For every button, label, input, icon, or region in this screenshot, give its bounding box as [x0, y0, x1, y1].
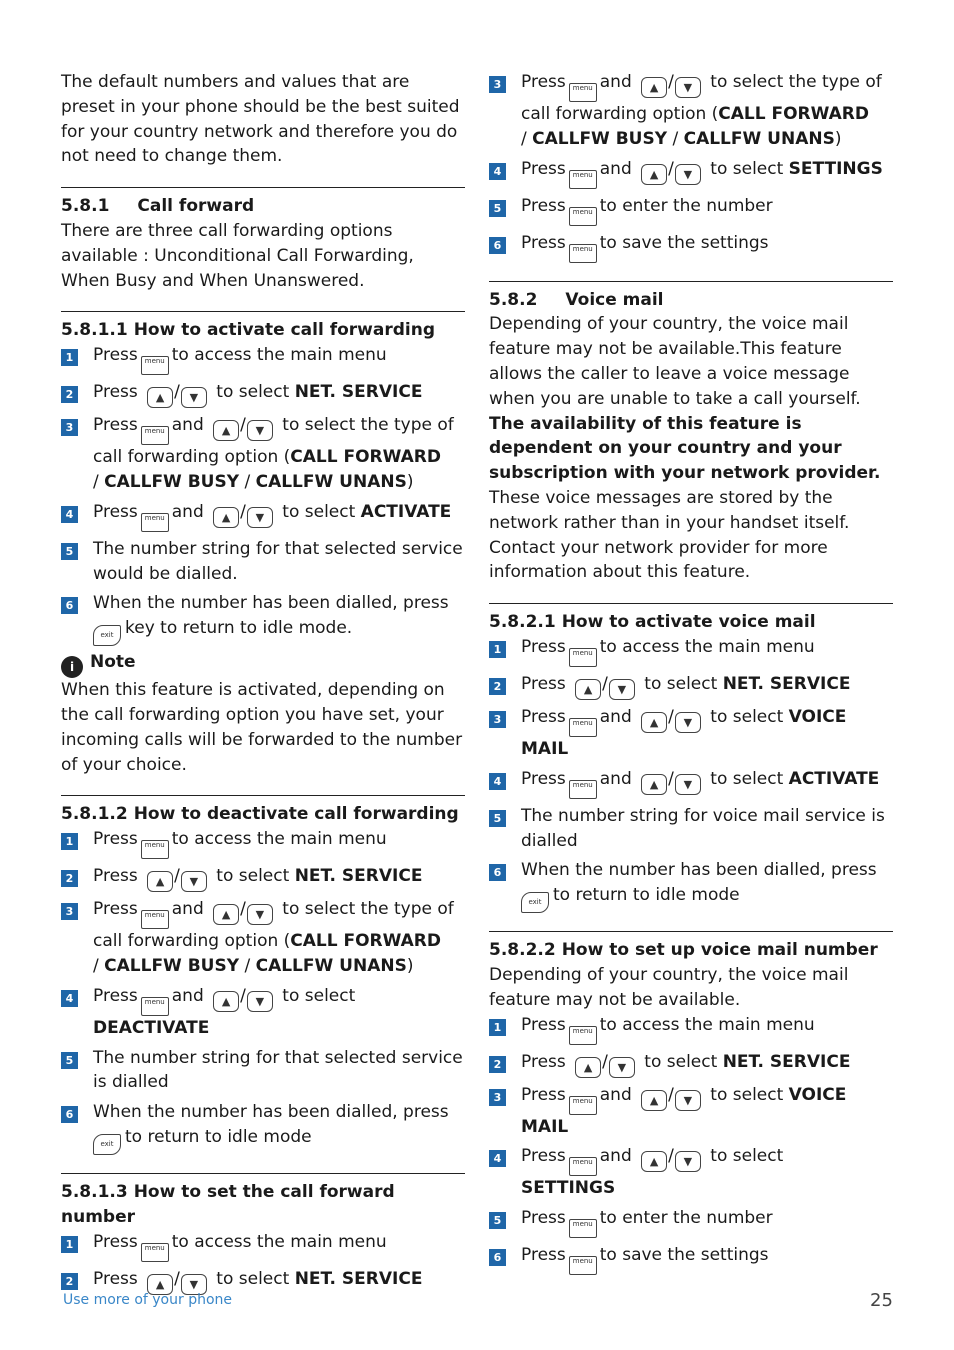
- step-text: Press: [521, 768, 566, 789]
- step-text: to select: [710, 158, 784, 179]
- section-title: How to set the call forward number: [61, 1181, 395, 1227]
- section-body: Depending of your country, the voice mail feature may not be available.: [489, 964, 849, 1010]
- step-number-badge: 5: [489, 200, 506, 217]
- section-heading: [489, 610, 893, 635]
- step-text: to return to idle mode: [125, 1126, 312, 1147]
- up-key-icon: ▲: [641, 774, 667, 795]
- step-text: to access the main menu: [599, 636, 815, 657]
- step-text: The number string for that selected service would be dialled.: [93, 538, 463, 584]
- section-heading: [489, 938, 893, 963]
- step-item: [61, 1267, 465, 1295]
- section-activate-voice-mail: [489, 603, 893, 913]
- step-number-badge: 1: [489, 641, 506, 658]
- step-number-badge: 2: [489, 678, 506, 695]
- menu-key-icon: menu: [569, 170, 597, 189]
- menu-key-icon: menu: [569, 1256, 597, 1275]
- step-text: Press: [521, 1146, 566, 1167]
- section-number: 5.8.2.2: [489, 940, 556, 961]
- step-number-badge: 3: [489, 711, 506, 728]
- step-text: When the number has been dialled, press: [93, 1102, 449, 1123]
- step-text: to save the settings: [599, 1245, 769, 1266]
- step-number-badge: 1: [489, 1019, 506, 1036]
- step-number-badge: 3: [61, 419, 78, 436]
- step-text: and: [171, 501, 204, 522]
- down-key-icon: ▼: [181, 387, 207, 408]
- step-item: [61, 591, 465, 646]
- step-item: [61, 827, 465, 859]
- step-text: to select: [216, 866, 290, 887]
- up-key-icon: ▲: [641, 1151, 667, 1172]
- note-info-icon: i: [61, 656, 83, 678]
- step-item: [61, 413, 465, 495]
- slash: /: [239, 955, 256, 976]
- slash: /: [174, 1268, 180, 1289]
- right-column: [489, 70, 893, 1275]
- step-item: [489, 804, 893, 854]
- steps-list: [489, 1013, 893, 1276]
- steps-list: [61, 343, 465, 646]
- step-text: to access the main menu: [171, 1231, 387, 1252]
- step-text: Press: [521, 1014, 566, 1035]
- step-text: The number string for voice mail service is dialled: [521, 805, 885, 851]
- step-text: The number string for that selected service is dialled: [93, 1047, 463, 1093]
- menu-key-icon: menu: [141, 513, 169, 532]
- slash: /: [668, 706, 674, 727]
- step-item: [489, 194, 893, 226]
- left-column: [61, 70, 465, 1295]
- step-text: to return to idle mode: [553, 885, 740, 906]
- step-item: [489, 1013, 893, 1045]
- step-text: to select the type of: [282, 899, 454, 920]
- menu-key-icon: menu: [141, 997, 169, 1016]
- step-number-badge: 3: [489, 76, 506, 93]
- step-item: [489, 672, 893, 700]
- step-text: to select: [644, 673, 718, 694]
- exit-key-icon: exit: [93, 1134, 121, 1155]
- step-text: Press: [521, 195, 566, 216]
- section-voice-mail: [489, 281, 893, 586]
- section-title: How to deactivate call forwarding: [133, 804, 459, 825]
- section-heading: [489, 288, 893, 313]
- slash: /: [240, 985, 246, 1006]
- section-number: 5.8.2.1: [489, 612, 556, 633]
- step-text: call forwarding option (: [93, 447, 291, 468]
- step-text: and: [171, 415, 204, 436]
- steps-list: [489, 635, 893, 913]
- down-key-icon: ▼: [675, 712, 701, 733]
- menu-option: CALLFW BUSY: [104, 955, 240, 976]
- step-text: to access the main menu: [171, 829, 387, 850]
- down-key-icon: ▼: [247, 904, 273, 925]
- down-key-icon: ▼: [675, 1151, 701, 1172]
- slash: /: [93, 955, 105, 976]
- menu-key-icon: menu: [141, 840, 169, 859]
- menu-option: SETTINGS: [788, 158, 883, 179]
- step-text: to enter the number: [599, 1208, 773, 1229]
- step-item: [61, 380, 465, 408]
- section-body: There are three call forwarding options available : Unconditional Call Forwarding, When Busy and When Unanswered.: [61, 220, 414, 291]
- step-text: When the number has been dialled, press: [93, 593, 449, 614]
- section-title: How to activate voice mail: [561, 612, 816, 633]
- step-text: and: [171, 899, 204, 920]
- step-text: Press: [521, 636, 566, 657]
- step-text: call forwarding option (: [521, 104, 719, 124]
- down-key-icon: ▼: [675, 1090, 701, 1111]
- section-number: 5.8.1.2: [61, 804, 128, 825]
- menu-key-icon: menu: [141, 1243, 169, 1262]
- step-item: [61, 864, 465, 892]
- section-title: How to set up voice mail number: [561, 940, 878, 961]
- step-text: ): [834, 128, 842, 149]
- menu-key-icon: menu: [141, 356, 169, 375]
- step-number-badge: 3: [61, 903, 78, 920]
- step-number-badge: 6: [61, 1106, 78, 1123]
- section-heading: [61, 318, 465, 343]
- menu-key-icon: menu: [569, 1219, 597, 1238]
- step-text: to enter the number: [599, 195, 773, 216]
- step-text: to select: [710, 1146, 784, 1167]
- section-activate-call-forwarding: [61, 311, 465, 777]
- menu-key-icon: menu: [569, 83, 597, 102]
- menu-option: NET. SERVICE: [294, 1268, 423, 1289]
- menu-key-icon: menu: [569, 1096, 597, 1115]
- step-item: [489, 231, 893, 263]
- step-text: Press: [93, 345, 138, 366]
- step-text: to save the settings: [599, 232, 769, 253]
- step-item: [489, 1206, 893, 1238]
- menu-key-icon: menu: [569, 1157, 597, 1176]
- steps-list: [61, 827, 465, 1155]
- step-number-badge: 6: [61, 597, 78, 614]
- step-number-badge: 6: [489, 237, 506, 254]
- down-key-icon: ▼: [609, 679, 635, 700]
- section-body: Depending of your country, the voice mail feature may not be available.This feature allows the caller to leave a voice message when you are unable to take a call yourself.: [489, 314, 861, 409]
- step-text: Press: [521, 1245, 566, 1266]
- slash: /: [240, 501, 246, 522]
- down-key-icon: ▼: [181, 871, 207, 892]
- note-title: Note: [90, 652, 136, 673]
- slash: /: [174, 866, 180, 887]
- step-text: to select: [282, 501, 356, 522]
- slash: /: [240, 899, 246, 920]
- up-key-icon: ▲: [147, 1274, 173, 1295]
- step-text: ): [406, 955, 414, 976]
- section-number: 5.8.2: [489, 289, 538, 310]
- step-text: When the number has been dialled, press: [521, 860, 877, 881]
- menu-option: CALLFW UNANS: [683, 128, 835, 149]
- step-text: call forwarding option (: [93, 931, 291, 952]
- menu-key-icon: menu: [569, 244, 597, 263]
- slash: /: [668, 72, 674, 92]
- step-text: Press: [521, 1051, 566, 1072]
- step-item: [61, 343, 465, 375]
- step-number-badge: 1: [61, 833, 78, 850]
- step-item: [61, 1100, 465, 1155]
- step-text: and: [599, 768, 632, 789]
- menu-key-icon: menu: [569, 1026, 597, 1045]
- step-number-badge: 5: [489, 1212, 506, 1229]
- slash: /: [239, 471, 256, 492]
- availability-warning: The availability of this feature is dependent on your country and your subscription with your network provider.: [489, 413, 881, 484]
- step-text: to select: [710, 768, 784, 789]
- slash: /: [174, 382, 180, 403]
- step-number-badge: 4: [61, 990, 78, 1007]
- step-text: to access the main menu: [599, 1014, 815, 1035]
- step-text: and: [171, 985, 204, 1006]
- step-item: [489, 1144, 893, 1201]
- step-number-badge: 3: [489, 1089, 506, 1106]
- section-number: 5.8.1.1: [61, 320, 128, 341]
- menu-key-icon: menu: [569, 780, 597, 799]
- step-number-badge: 4: [489, 163, 506, 180]
- step-number-badge: 2: [61, 386, 78, 403]
- slash: /: [668, 1146, 674, 1167]
- section-heading: [61, 194, 465, 219]
- step-number-badge: 6: [489, 864, 506, 881]
- section-heading: [61, 1180, 465, 1230]
- menu-key-icon: menu: [141, 910, 169, 929]
- up-key-icon: ▲: [641, 164, 667, 185]
- menu-key-icon: menu: [141, 426, 169, 445]
- slash: /: [668, 1084, 674, 1105]
- menu-option: NET. SERVICE: [722, 673, 851, 694]
- menu-option: NET. SERVICE: [294, 866, 423, 887]
- menu-option: CALLFW UNANS: [255, 955, 407, 976]
- footer-section-label: Use more of your phone: [63, 1292, 233, 1308]
- menu-key-icon: menu: [569, 648, 597, 667]
- up-key-icon: ▲: [147, 387, 173, 408]
- menu-option: CALLFW BUSY: [532, 128, 668, 149]
- step-text: Press: [93, 415, 138, 436]
- menu-option: NET. SERVICE: [722, 1051, 851, 1072]
- slash: /: [668, 768, 674, 789]
- slash: /: [602, 673, 608, 694]
- step-text: and: [599, 1146, 632, 1167]
- step-number-badge: 4: [61, 506, 78, 523]
- step-text: to select: [644, 1051, 718, 1072]
- step-text: Press: [93, 382, 138, 403]
- section-title: Voice mail: [565, 289, 664, 310]
- section-set-up-voice-mail-number: [489, 931, 893, 1275]
- step-text: to select: [216, 1268, 290, 1289]
- slash: /: [668, 158, 674, 179]
- step-text: Press: [93, 829, 138, 850]
- step-item: [489, 70, 893, 152]
- step-item: [61, 897, 465, 979]
- up-key-icon: ▲: [641, 1090, 667, 1111]
- down-key-icon: ▼: [181, 1274, 207, 1295]
- step-text: to select: [216, 382, 290, 403]
- step-text: Press: [521, 1084, 566, 1105]
- step-item: [489, 157, 893, 189]
- step-item: [489, 1050, 893, 1078]
- step-text: Press: [521, 72, 566, 92]
- step-text: and: [599, 158, 632, 179]
- menu-option: SETTINGS: [521, 1178, 616, 1199]
- slash: /: [602, 1051, 608, 1072]
- step-item: [489, 705, 893, 762]
- step-text: Press: [521, 232, 566, 253]
- up-key-icon: ▲: [213, 991, 239, 1012]
- down-key-icon: ▼: [247, 991, 273, 1012]
- step-text: to select the type of: [282, 415, 454, 436]
- menu-key-icon: menu: [569, 718, 597, 737]
- step-text: to select: [710, 706, 784, 727]
- exit-key-icon: exit: [93, 625, 121, 646]
- step-text: Press: [93, 985, 138, 1006]
- down-key-icon: ▼: [247, 420, 273, 441]
- step-text: Press: [93, 1268, 138, 1289]
- step-text: and: [599, 1084, 632, 1105]
- step-text: Press: [93, 899, 138, 920]
- note-heading: [61, 650, 465, 678]
- step-text: to select the type of: [710, 72, 882, 92]
- section-title: Call forward: [137, 196, 255, 217]
- up-key-icon: ▲: [213, 904, 239, 925]
- step-number-badge: 5: [61, 543, 78, 560]
- step-number-badge: 4: [489, 1150, 506, 1167]
- section-heading: [61, 802, 465, 827]
- menu-option: CALL FORWARD: [290, 447, 441, 468]
- exit-key-icon: exit: [521, 892, 549, 913]
- up-key-icon: ▲: [641, 77, 667, 98]
- section-title: How to activate call forwarding: [133, 320, 435, 341]
- step-number-badge: 5: [489, 810, 506, 827]
- step-number-badge: 2: [489, 1056, 506, 1073]
- step-item: [61, 1046, 465, 1096]
- step-text: Press: [521, 158, 566, 179]
- section-deactivate-call-forwarding: [61, 795, 465, 1155]
- step-item: [489, 1083, 893, 1140]
- section-set-call-forward-number: [61, 1173, 465, 1295]
- step-number-badge: 2: [61, 1273, 78, 1290]
- step-text: to select: [710, 1084, 784, 1105]
- step-number-badge: 5: [61, 1052, 78, 1069]
- step-text: and: [599, 72, 632, 92]
- step-text: and: [599, 706, 632, 727]
- menu-option: ACTIVATE: [788, 768, 880, 789]
- section-number: 5.8.1: [61, 196, 110, 217]
- menu-key-icon: menu: [569, 207, 597, 226]
- slash: /: [93, 471, 105, 492]
- step-item: [489, 858, 893, 913]
- down-key-icon: ▼: [675, 164, 701, 185]
- step-item: [489, 635, 893, 667]
- down-key-icon: ▼: [609, 1057, 635, 1078]
- menu-option: CALLFW UNANS: [255, 471, 407, 492]
- menu-option: DEACTIVATE: [93, 1017, 210, 1038]
- slash: /: [521, 128, 533, 149]
- step-text: key to return to idle mode.: [125, 618, 353, 639]
- up-key-icon: ▲: [147, 871, 173, 892]
- section-body: These voice messages are stored by the network rather than in your handset itself. Contact your network provider for more information about this feature.: [489, 487, 850, 583]
- step-text: Press: [93, 866, 138, 887]
- step-number-badge: 1: [61, 349, 78, 366]
- up-key-icon: ▲: [213, 507, 239, 528]
- section-call-forward: [61, 187, 465, 293]
- step-item: [61, 537, 465, 587]
- menu-option: VOICE MAIL: [521, 1084, 847, 1137]
- down-key-icon: ▼: [247, 507, 273, 528]
- step-item: [489, 767, 893, 799]
- menu-option: CALL FORWARD: [718, 104, 869, 124]
- up-key-icon: ▲: [213, 420, 239, 441]
- step-item: [61, 500, 465, 532]
- page-number: 25: [870, 1290, 893, 1311]
- down-key-icon: ▼: [675, 774, 701, 795]
- step-number-badge: 2: [61, 870, 78, 887]
- intro-paragraph: The default numbers and values that are preset in your phone should be the best suited for your country network and therefore you do not need to change them.: [61, 72, 460, 167]
- step-number-badge: 1: [61, 1236, 78, 1253]
- menu-option: CALL FORWARD: [290, 931, 441, 952]
- steps-list: [61, 1230, 465, 1295]
- slash: /: [667, 128, 684, 149]
- up-key-icon: ▲: [575, 679, 601, 700]
- step-text: to access the main menu: [171, 345, 387, 366]
- menu-option: ACTIVATE: [360, 501, 452, 522]
- slash: /: [240, 415, 246, 436]
- step-text: ): [406, 471, 414, 492]
- step-item: [61, 984, 465, 1041]
- step-item: [489, 1243, 893, 1275]
- up-key-icon: ▲: [641, 712, 667, 733]
- step-text: Press: [521, 673, 566, 694]
- section-number: 5.8.1.3: [61, 1181, 128, 1202]
- step-number-badge: 4: [489, 773, 506, 790]
- step-number-badge: 6: [489, 1249, 506, 1266]
- note-body: When this feature is activated, depending on the call forwarding option you have set, your incoming calls will be forwarded to the number of your choice.: [61, 680, 463, 775]
- step-text: to select: [282, 985, 356, 1006]
- menu-option: NET. SERVICE: [294, 382, 423, 403]
- steps-list-continued: [489, 70, 893, 263]
- down-key-icon: ▼: [675, 77, 701, 98]
- up-key-icon: ▲: [575, 1057, 601, 1078]
- step-text: Press: [521, 1208, 566, 1229]
- step-text: Press: [93, 1231, 138, 1252]
- menu-option: CALLFW BUSY: [104, 471, 240, 492]
- step-item: [61, 1230, 465, 1262]
- step-text: Press: [521, 706, 566, 727]
- step-text: Press: [93, 501, 138, 522]
- menu-option: VOICE MAIL: [521, 706, 847, 759]
